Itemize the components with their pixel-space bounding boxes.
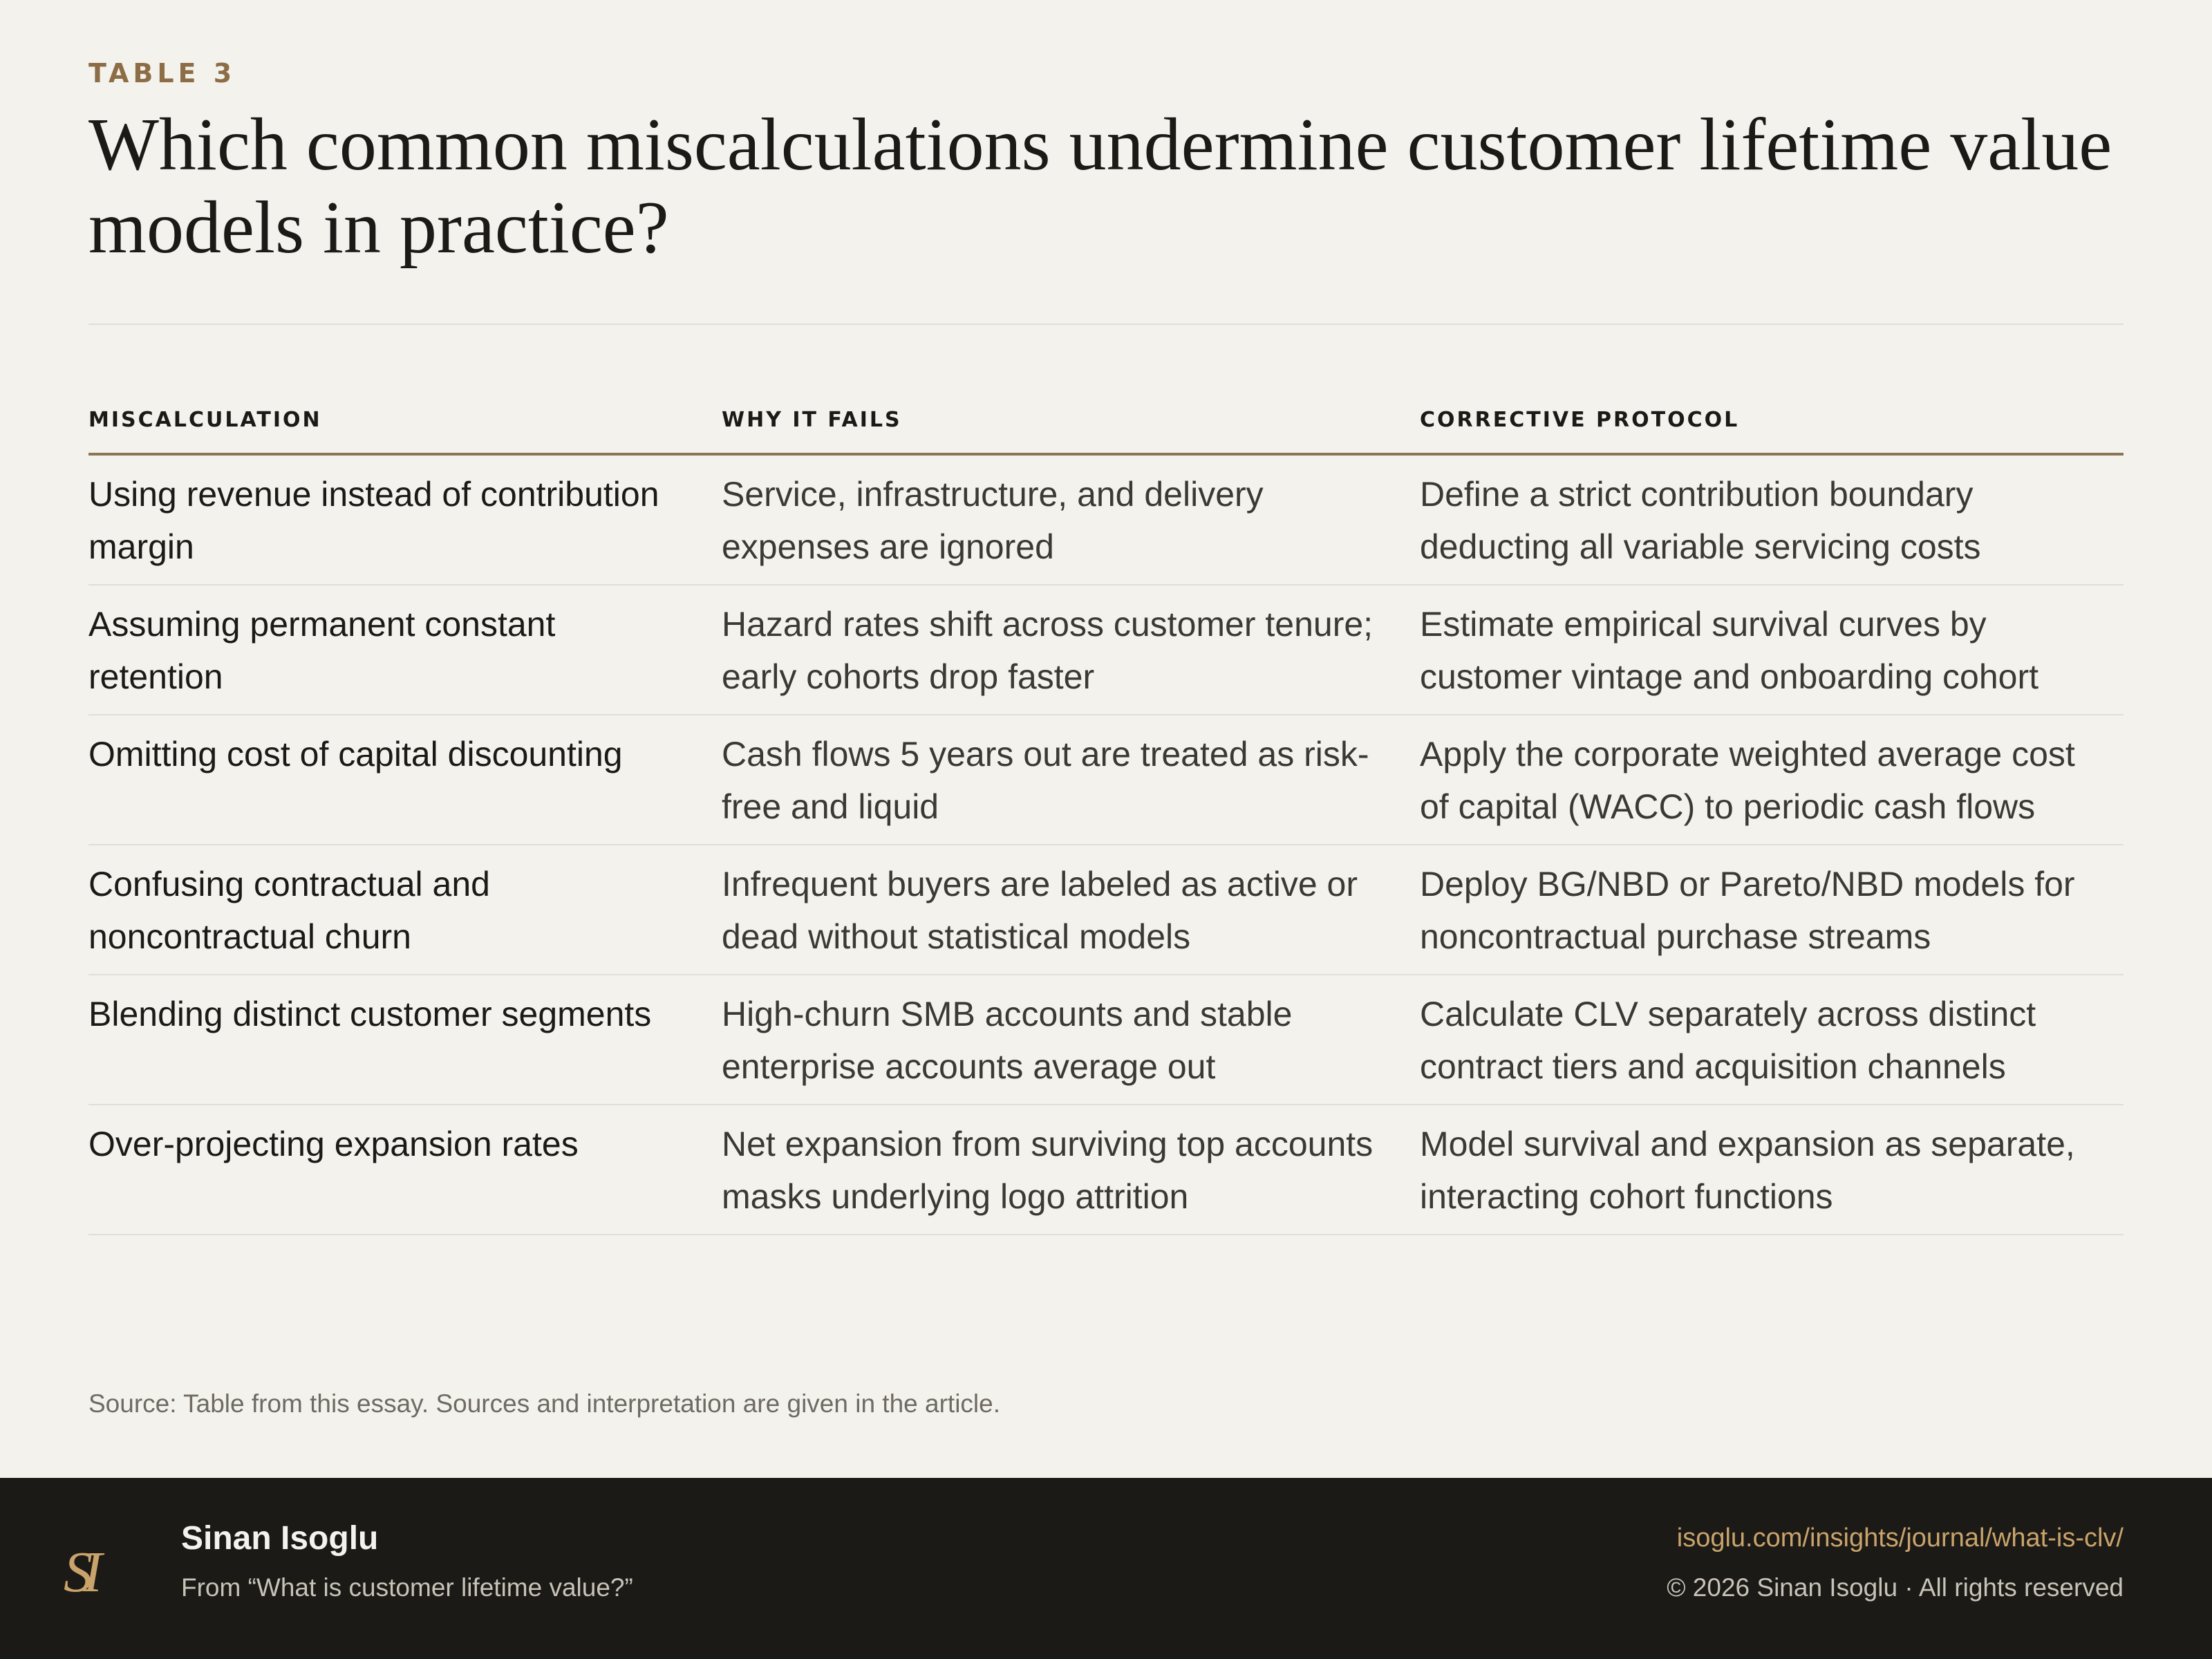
footer bbox=[0, 1478, 2212, 1659]
cell-corrective-protocol: Deploy BG/NBD or Pareto/NBD models for noncontractual purchase streams bbox=[1420, 845, 2124, 975]
cell-why-it-fails: Cash flows 5 years out are treated as risk-free and liquid bbox=[722, 715, 1420, 845]
cell-miscalculation: Assuming permanent constant retention bbox=[88, 585, 722, 715]
table-row bbox=[88, 845, 2124, 975]
page-title: Which common miscalculations undermine customer lifetime value models in practice? bbox=[88, 104, 2112, 269]
cell-why-it-fails: Net expansion from surviving top accounts masks underlying logo attrition bbox=[722, 1105, 1420, 1235]
cell-miscalculation: Over-projecting expansion rates bbox=[88, 1105, 722, 1235]
cell-why-it-fails: Service, infrastructure, and delivery expenses are ignored bbox=[722, 454, 1420, 585]
table-row bbox=[88, 585, 2124, 715]
cell-miscalculation: Omitting cost of capital discounting bbox=[88, 715, 722, 845]
cell-why-it-fails: High-churn SMB accounts and stable enterprise accounts average out bbox=[722, 975, 1420, 1105]
cell-miscalculation: Using revenue instead of contribution margin bbox=[88, 454, 722, 585]
column-header-corrective-protocol: CORRECTIVE PROTOCOL bbox=[1420, 408, 2124, 454]
miscalculations-table bbox=[88, 408, 2124, 1235]
table-row bbox=[88, 454, 2124, 585]
source-note: Source: Table from this essay. Sources and interpretation are given in the article. bbox=[88, 1389, 1000, 1418]
copyright-notice: © 2026 Sinan Isoglu · All rights reserved bbox=[1667, 1573, 2124, 1602]
table-header-row bbox=[88, 408, 2124, 454]
cell-why-it-fails: Hazard rates shift across customer tenure; early cohorts drop faster bbox=[722, 585, 1420, 715]
table-label: TABLE 3 bbox=[88, 58, 236, 88]
title-divider bbox=[88, 324, 2124, 325]
cell-why-it-fails: Infrequent buyers are labeled as active or dead without statistical models bbox=[722, 845, 1420, 975]
logo-monogram-icon: SI bbox=[64, 1540, 93, 1604]
table-row bbox=[88, 1105, 2124, 1235]
cell-corrective-protocol: Model survival and expansion as separate, interacting cohort functions bbox=[1420, 1105, 2124, 1235]
cell-miscalculation: Confusing contractual and noncontractual churn bbox=[88, 845, 722, 975]
cell-corrective-protocol: Estimate empirical survival curves by customer vintage and onboarding cohort bbox=[1420, 585, 2124, 715]
cell-corrective-protocol: Apply the corporate weighted average cost of capital (WACC) to periodic cash flows bbox=[1420, 715, 2124, 845]
article-link[interactable]: isoglu.com/insights/journal/what-is-clv/ bbox=[1676, 1524, 2124, 1553]
table-row bbox=[88, 715, 2124, 845]
article-reference: From “What is customer lifetime value?” bbox=[181, 1573, 633, 1602]
column-header-why-it-fails: WHY IT FAILS bbox=[722, 408, 1420, 454]
column-header-miscalculation: MISCALCULATION bbox=[88, 408, 722, 454]
cell-corrective-protocol: Define a strict contribution boundary deducting all variable servicing costs bbox=[1420, 454, 2124, 585]
cell-corrective-protocol: Calculate CLV separately across distinct contract tiers and acquisition channels bbox=[1420, 975, 2124, 1105]
author-name: Sinan Isoglu bbox=[181, 1520, 379, 1557]
cell-miscalculation: Blending distinct customer segments bbox=[88, 975, 722, 1105]
table-row bbox=[88, 975, 2124, 1105]
